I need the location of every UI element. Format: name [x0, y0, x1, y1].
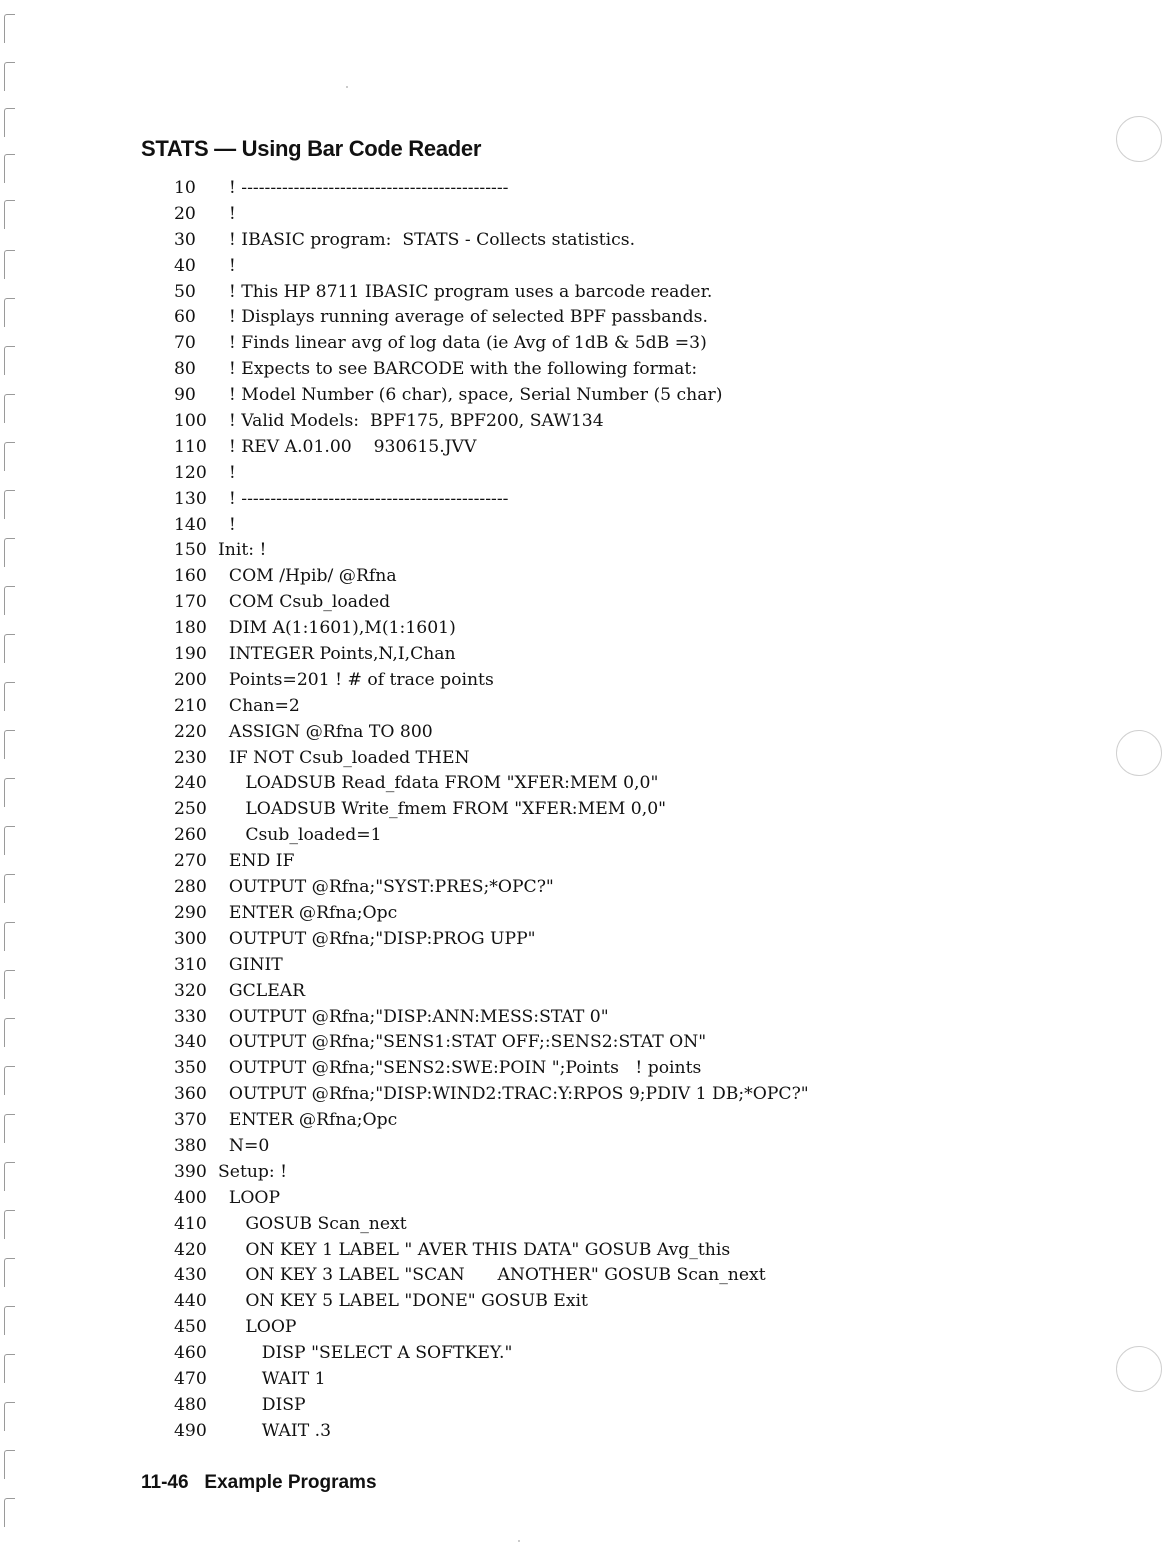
binding-mark: [4, 1402, 15, 1431]
binding-mark: [4, 14, 15, 43]
code-line: [174, 280, 809, 306]
line-code: ON KEY 1 LABEL " AVER THIS DATA" GOSUB Avg_this: [218, 1239, 731, 1260]
line-code: ! ----------------------------------------------: [218, 178, 509, 198]
line-code: ON KEY 5 LABEL "DONE" GOSUB Exit: [218, 1291, 588, 1312]
line-number: 270: [174, 851, 207, 872]
code-line: [174, 979, 809, 1005]
binding-mark: [4, 922, 15, 951]
line-number: 430: [174, 1265, 207, 1286]
line-number: 410: [174, 1213, 207, 1234]
line-number: 140: [174, 514, 207, 535]
line-number: 300: [174, 928, 207, 949]
binding-mark: [4, 490, 15, 519]
code-line: [174, 797, 809, 823]
binding-mark: [4, 682, 15, 711]
code-line: [174, 668, 809, 694]
line-number: 60: [174, 307, 196, 328]
code-line: [174, 202, 809, 228]
line-number: 160: [174, 566, 207, 587]
line-code: OUTPUT @Rfna;"DISP:PROG UPP": [218, 928, 536, 949]
code-line: [174, 927, 809, 953]
binding-mark: [4, 1018, 15, 1047]
line-number: 40: [174, 255, 196, 276]
line-code: ! REV A.01.00 930615.JVV: [218, 436, 477, 457]
code-line: [174, 409, 809, 435]
line-code: GCLEAR: [218, 980, 306, 1001]
line-number: 10: [174, 178, 196, 198]
code-line: [174, 875, 809, 901]
binding-mark: [4, 1114, 15, 1143]
line-code: COM /Hpib/ @Rfna: [218, 566, 397, 587]
code-line: [174, 435, 809, 461]
code-line: [174, 254, 809, 280]
line-number: 420: [174, 1239, 207, 1260]
code-line: [174, 642, 809, 668]
line-code: ! Displays running average of selected BPF passbands.: [218, 307, 708, 328]
binding-mark: [4, 1066, 15, 1095]
paper-speck: [346, 86, 348, 88]
code-line: [174, 694, 809, 720]
code-line: [174, 357, 809, 383]
code-line: [174, 849, 809, 875]
code-line: [174, 616, 809, 642]
line-code: LOADSUB Write_fmem FROM "XFER:MEM 0,0": [218, 799, 667, 820]
code-line: [174, 590, 809, 616]
line-number: 180: [174, 618, 207, 639]
binding-mark: [4, 586, 15, 615]
binding-mark: [4, 442, 15, 471]
line-number: 220: [174, 721, 207, 742]
binding-mark: [4, 874, 15, 903]
line-code: GOSUB Scan_next: [218, 1213, 407, 1234]
line-code: ! Valid Models: BPF175, BPF200, SAW134: [218, 411, 604, 432]
binding-mark: [4, 778, 15, 807]
line-number: 290: [174, 902, 207, 923]
line-number: 200: [174, 669, 207, 690]
line-number: 380: [174, 1135, 207, 1156]
code-line: [174, 1160, 809, 1186]
binding-mark: [4, 250, 15, 279]
line-code: ! ----------------------------------------------: [218, 488, 509, 509]
line-number: 280: [174, 877, 207, 898]
binding-mark: [4, 394, 15, 423]
code-line: [174, 1108, 809, 1134]
punch-hole: [1116, 116, 1162, 162]
code-line: [174, 953, 809, 979]
line-code: ! Finds linear avg of log data (ie Avg of 1dB & 5dB =3): [218, 333, 707, 354]
line-code: OUTPUT @Rfna;"DISP:ANN:MESS:STAT 0": [218, 1006, 609, 1027]
line-number: 450: [174, 1317, 207, 1338]
binding-mark: [4, 298, 15, 327]
line-number: 490: [174, 1420, 207, 1441]
line-code: Init: !: [218, 540, 267, 561]
line-code: !: [218, 203, 236, 224]
page-number: 11-46: [141, 1472, 189, 1493]
binding-mark: [4, 826, 15, 855]
line-number: 460: [174, 1343, 207, 1364]
line-code: DIM A(1:1601),M(1:1601): [218, 618, 456, 639]
code-line: [174, 1238, 809, 1264]
line-code: ENTER @Rfna;Opc: [218, 1110, 398, 1131]
code-line: [174, 1212, 809, 1238]
line-code: N=0: [218, 1135, 270, 1156]
line-code: OUTPUT @Rfna;"SENS2:SWE:POIN ";Points ! points: [218, 1058, 702, 1079]
code-line: [174, 331, 809, 357]
line-code: !: [218, 462, 236, 483]
code-line: [174, 1367, 809, 1393]
code-line: [174, 1263, 809, 1289]
line-code: Setup: !: [218, 1161, 288, 1182]
line-code: Chan=2: [218, 695, 300, 716]
line-code: LOADSUB Read_fdata FROM "XFER:MEM 0,0": [218, 773, 659, 794]
binding-mark: [4, 970, 15, 999]
code-line: [174, 1005, 809, 1031]
code-line: [174, 461, 809, 487]
line-number: 480: [174, 1394, 207, 1415]
line-number: 170: [174, 592, 207, 613]
program-listing: [174, 176, 809, 1445]
line-number: 320: [174, 980, 207, 1001]
line-code: OUTPUT @Rfna;"SYST:PRES;*OPC?": [218, 877, 554, 898]
line-number: 390: [174, 1161, 207, 1182]
line-code: ENTER @Rfna;Opc: [218, 902, 398, 923]
line-number: 370: [174, 1110, 207, 1131]
section-title: STATS — Using Bar Code Reader: [141, 136, 482, 161]
line-code: OUTPUT @Rfna;"DISP:WIND2:TRAC:Y:RPOS 9;PDIV 1 DB;*OPC?": [218, 1084, 809, 1105]
binding-mark: [4, 634, 15, 663]
line-number: 150: [174, 540, 207, 561]
line-number: 70: [174, 333, 196, 354]
line-number: 80: [174, 359, 196, 380]
code-line: [174, 1419, 809, 1445]
line-number: 240: [174, 773, 207, 794]
binding-mark: [4, 62, 15, 91]
line-code: COM Csub_loaded: [218, 592, 391, 613]
code-line: [174, 228, 809, 254]
page-footer: [141, 1470, 377, 1496]
line-code: ! Expects to see BARCODE with the following format:: [218, 359, 698, 380]
paper-speck: [518, 1540, 520, 1542]
line-code: INTEGER Points,N,I,Chan: [218, 644, 456, 665]
code-line: [174, 383, 809, 409]
code-line: [174, 1186, 809, 1212]
binding-mark: [4, 1306, 15, 1335]
line-number: 440: [174, 1291, 207, 1312]
binding-mark: [4, 108, 15, 137]
line-number: 360: [174, 1084, 207, 1105]
line-number: 350: [174, 1058, 207, 1079]
line-code: WAIT .3: [218, 1420, 332, 1441]
code-line: [174, 487, 809, 513]
code-line: [174, 538, 809, 564]
code-line: [174, 305, 809, 331]
line-number: 90: [174, 385, 196, 406]
line-code: LOOP: [218, 1317, 297, 1338]
line-number: 230: [174, 747, 207, 768]
line-number: 400: [174, 1187, 207, 1208]
code-line: [174, 746, 809, 772]
code-line: [174, 1289, 809, 1315]
line-number: 190: [174, 644, 207, 665]
footer-section-title: Example Programs: [204, 1472, 377, 1493]
code-line: [174, 1082, 809, 1108]
binding-mark: [4, 538, 15, 567]
line-number: 250: [174, 799, 207, 820]
line-code: ! Model Number (6 char), space, Serial Number (5 char): [218, 385, 723, 406]
line-number: 340: [174, 1032, 207, 1053]
code-line: [174, 901, 809, 927]
code-line: [174, 720, 809, 746]
line-code: GINIT: [218, 954, 283, 975]
line-number: 210: [174, 695, 207, 716]
line-number: 310: [174, 954, 207, 975]
line-code: ! IBASIC program: STATS - Collects statistics.: [218, 229, 636, 250]
code-line: [174, 513, 809, 539]
line-code: ON KEY 3 LABEL "SCAN ANOTHER" GOSUB Scan_next: [218, 1265, 766, 1286]
binding-mark: [4, 1210, 15, 1239]
line-code: ! This HP 8711 IBASIC program uses a barcode reader.: [218, 281, 713, 302]
binding-mark: [4, 1450, 15, 1479]
code-line: [174, 1315, 809, 1341]
code-line: [174, 564, 809, 590]
code-line: [174, 1341, 809, 1367]
binding-mark: [4, 1498, 15, 1527]
line-code: !: [218, 255, 236, 276]
binding-mark: [4, 200, 15, 229]
code-line: [174, 1056, 809, 1082]
code-line: [174, 1030, 809, 1056]
line-number: 470: [174, 1368, 207, 1389]
code-line: [174, 823, 809, 849]
line-number: 30: [174, 229, 196, 250]
code-line: [174, 771, 809, 797]
line-number: 50: [174, 281, 196, 302]
line-code: ASSIGN @Rfna TO 800: [218, 721, 433, 742]
line-code: OUTPUT @Rfna;"SENS1:STAT OFF;:SENS2:STAT ON": [218, 1032, 707, 1053]
line-code: DISP: [218, 1394, 306, 1415]
line-code: Csub_loaded=1: [218, 825, 382, 846]
code-line: [174, 176, 809, 202]
line-code: DISP "SELECT A SOFTKEY.": [218, 1343, 513, 1364]
binding-mark: [4, 730, 15, 759]
binding-mark: [4, 154, 15, 183]
line-code: WAIT 1: [218, 1368, 326, 1389]
line-number: 330: [174, 1006, 207, 1027]
line-code: Points=201 ! # of trace points: [218, 669, 494, 690]
line-code: END IF: [218, 851, 295, 872]
punch-hole: [1116, 1346, 1162, 1392]
line-code: IF NOT Csub_loaded THEN: [218, 747, 470, 768]
line-number: 130: [174, 488, 207, 509]
line-number: 260: [174, 825, 207, 846]
code-line: [174, 1134, 809, 1160]
binding-mark: [4, 1162, 15, 1191]
line-number: 110: [174, 436, 207, 457]
line-number: 120: [174, 462, 207, 483]
line-code: LOOP: [218, 1187, 281, 1208]
code-line: [174, 1393, 809, 1419]
binding-mark: [4, 1354, 15, 1383]
binding-mark: [4, 346, 15, 375]
binding-edge: [0, 0, 24, 1544]
binding-mark: [4, 1258, 15, 1287]
line-number: 100: [174, 411, 207, 432]
line-number: 20: [174, 203, 196, 224]
punch-hole: [1116, 730, 1162, 776]
line-code: !: [218, 514, 236, 535]
